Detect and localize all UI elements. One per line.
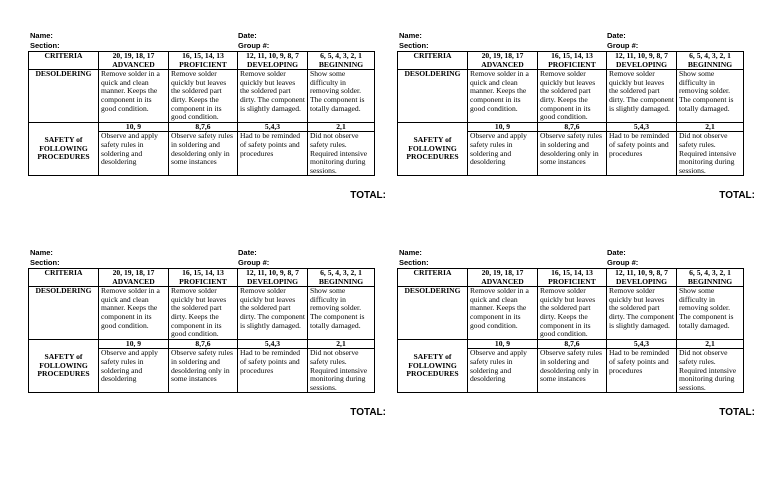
name-label: Name: <box>399 31 422 40</box>
safety-points-row <box>398 339 744 349</box>
safety-points-beginning: 2,1 <box>677 122 744 132</box>
desoldering-proficient: Remove solder quickly but leaves the soldered part dirty. Keeps the component in its good condition. <box>538 70 607 123</box>
desoldering-advanced: Remove solder in a quick and clean manner. Keeps the component in its good condition. <box>468 70 538 123</box>
level-name: BEGINNING <box>687 276 733 286</box>
group-label: Group #: <box>238 258 270 267</box>
total-label: TOTAL: <box>719 407 755 418</box>
safety-developing: Had to be reminded of safety points and procedures <box>607 349 677 393</box>
total-label: TOTAL: <box>719 190 755 201</box>
safety-beginning: Did not observe safety rules. Required intensive monitoring during sessions. <box>677 349 744 393</box>
level-score: 12, 11, 10, 9, 8, 7 <box>246 51 299 60</box>
level-name: PROFICIENT <box>548 59 596 69</box>
date-label: Date: <box>238 31 257 40</box>
level-advanced <box>468 52 538 70</box>
level-score: 20, 19, 18, 17 <box>112 51 155 60</box>
desoldering-beginning: Show some difficulty in removing solder. The component is totally damaged. <box>677 70 744 123</box>
level-score: 20, 19, 18, 17 <box>481 268 524 277</box>
safety-advanced: Observe and apply safety rules in soldering and desoldering <box>99 132 169 176</box>
rubric-card <box>397 31 755 201</box>
rubric-card <box>28 31 386 201</box>
level-score: 12, 11, 10, 9, 8, 7 <box>615 268 668 277</box>
level-score: 12, 11, 10, 9, 8, 7 <box>615 51 668 60</box>
safety-points-advanced: 10, 9 <box>468 122 538 132</box>
level-score: 16, 15, 14, 13 <box>551 51 593 60</box>
safety-proficient: Observe safety rules in soldering and desoldering only in some instances <box>538 349 607 393</box>
level-name: DEVELOPING <box>615 276 668 286</box>
level-advanced <box>99 269 169 287</box>
name-label: Name: <box>30 31 53 40</box>
desoldering-advanced: Remove solder in a quick and clean manner. Keeps the component in its good condition. <box>99 287 169 340</box>
desoldering-row <box>29 287 375 340</box>
group-label: Group #: <box>607 41 639 50</box>
safety-points-advanced: 10, 9 <box>468 339 538 349</box>
desoldering-developing: Remove solder quickly but leaves the soldered part dirty. The component is slightly damaged. <box>238 287 308 340</box>
desoldering-developing: Remove solder quickly but leaves the soldered part dirty. The component is slightly damaged. <box>607 287 677 340</box>
safety-points-developing: 5,4,3 <box>607 339 677 349</box>
rubric-table <box>28 51 375 176</box>
desoldering-row <box>398 287 744 340</box>
desoldering-developing: Remove solder quickly but leaves the soldered part dirty. The component is slightly damaged. <box>607 70 677 123</box>
level-name: PROFICIENT <box>179 276 227 286</box>
desoldering-advanced: Remove solder in a quick and clean manner. Keeps the component in its good condition. <box>99 70 169 123</box>
safety-points-beginning: 2,1 <box>308 122 375 132</box>
level-name: DEVELOPING <box>246 276 299 286</box>
section-label: Section: <box>399 41 429 50</box>
safety-criterion: SAFETY of FOLLOWING PROCEDURES <box>398 122 468 176</box>
level-name: ADVANCED <box>481 59 524 69</box>
level-score: 16, 15, 14, 13 <box>551 268 593 277</box>
safety-points-advanced: 10, 9 <box>99 339 169 349</box>
student-info-header <box>28 31 386 51</box>
desoldering-beginning: Show some difficulty in removing solder. The component is totally damaged. <box>677 287 744 340</box>
safety-points-developing: 5,4,3 <box>238 122 308 132</box>
safety-points-proficient: 8,7,6 <box>169 339 238 349</box>
desoldering-criterion: DESOLDERING <box>398 70 468 123</box>
safety-developing: Had to be reminded of safety points and procedures <box>238 349 308 393</box>
safety-developing: Had to be reminded of safety points and procedures <box>238 132 308 176</box>
level-developing <box>238 269 308 287</box>
level-developing <box>238 52 308 70</box>
safety-proficient: Observe safety rules in soldering and desoldering only in some instances <box>538 132 607 176</box>
level-advanced <box>468 269 538 287</box>
level-name: BEGINNING <box>687 59 733 69</box>
safety-beginning: Did not observe safety rules. Required intensive monitoring during sessions. <box>308 132 375 176</box>
safety-advanced: Observe and apply safety rules in soldering and desoldering <box>468 349 538 393</box>
date-label: Date: <box>238 248 257 257</box>
rubric-table <box>397 268 744 393</box>
desoldering-advanced: Remove solder in a quick and clean manner. Keeps the component in its good condition. <box>468 287 538 340</box>
safety-points-row <box>29 122 375 132</box>
section-label: Section: <box>399 258 429 267</box>
safety-advanced: Observe and apply safety rules in soldering and desoldering <box>468 132 538 176</box>
level-proficient <box>538 269 607 287</box>
safety-criterion: SAFETY of FOLLOWING PROCEDURES <box>29 122 99 176</box>
safety-points-row <box>398 122 744 132</box>
student-info-header <box>28 248 386 268</box>
level-score: 12, 11, 10, 9, 8, 7 <box>246 268 299 277</box>
rubric-header-row <box>29 269 375 287</box>
level-score: 20, 19, 18, 17 <box>481 51 524 60</box>
safety-points-proficient: 8,7,6 <box>538 122 607 132</box>
safety-advanced: Observe and apply safety rules in soldering and desoldering <box>99 349 169 393</box>
rubric-header-row <box>29 52 375 70</box>
group-label: Group #: <box>238 41 270 50</box>
rubric-table <box>397 51 744 176</box>
name-label: Name: <box>399 248 422 257</box>
safety-points-beginning: 2,1 <box>677 339 744 349</box>
level-proficient <box>169 269 238 287</box>
level-name: ADVANCED <box>481 276 524 286</box>
criteria-header: CRITERIA <box>29 269 99 287</box>
safety-points-proficient: 8,7,6 <box>538 339 607 349</box>
level-beginning <box>308 52 375 70</box>
level-name: ADVANCED <box>112 59 155 69</box>
safety-proficient: Observe safety rules in soldering and desoldering only in some instances <box>169 349 238 393</box>
desoldering-row <box>398 70 744 123</box>
level-name: ADVANCED <box>112 276 155 286</box>
date-label: Date: <box>607 31 626 40</box>
safety-developing: Had to be reminded of safety points and procedures <box>607 132 677 176</box>
level-beginning <box>677 269 744 287</box>
level-score: 20, 19, 18, 17 <box>112 268 155 277</box>
safety-points-advanced: 10, 9 <box>99 122 169 132</box>
level-beginning <box>308 269 375 287</box>
safety-points-beginning: 2,1 <box>308 339 375 349</box>
level-score: 6, 5, 4, 3, 2, 1 <box>689 268 731 277</box>
level-proficient <box>169 52 238 70</box>
name-label: Name: <box>30 248 53 257</box>
criteria-header: CRITERIA <box>398 52 468 70</box>
level-beginning <box>677 52 744 70</box>
desoldering-proficient: Remove solder quickly but leaves the soldered part dirty. Keeps the component in its good condition. <box>538 287 607 340</box>
level-score: 16, 15, 14, 13 <box>182 51 224 60</box>
group-label: Group #: <box>607 258 639 267</box>
rubric-table <box>28 268 375 393</box>
safety-criterion: SAFETY of FOLLOWING PROCEDURES <box>398 339 468 393</box>
section-label: Section: <box>30 41 60 50</box>
level-developing <box>607 52 677 70</box>
student-info-header <box>397 31 755 51</box>
rubric-header-row <box>398 52 744 70</box>
safety-points-row <box>29 339 375 349</box>
safety-beginning: Did not observe safety rules. Required intensive monitoring during sessions. <box>677 132 744 176</box>
level-name: DEVELOPING <box>615 59 668 69</box>
safety-criterion: SAFETY of FOLLOWING PROCEDURES <box>29 339 99 393</box>
safety-beginning: Did not observe safety rules. Required intensive monitoring during sessions. <box>308 349 375 393</box>
level-developing <box>607 269 677 287</box>
level-name: BEGINNING <box>318 59 364 69</box>
desoldering-row <box>29 70 375 123</box>
total-label: TOTAL: <box>350 190 386 201</box>
total-label: TOTAL: <box>350 407 386 418</box>
rubric-header-row <box>398 269 744 287</box>
criteria-header: CRITERIA <box>29 52 99 70</box>
rubric-card <box>28 248 386 418</box>
desoldering-proficient: Remove solder quickly but leaves the soldered part dirty. Keeps the component in its good condition. <box>169 70 238 123</box>
desoldering-beginning: Show some difficulty in removing solder. The component is totally damaged. <box>308 287 375 340</box>
safety-points-developing: 5,4,3 <box>607 122 677 132</box>
level-score: 6, 5, 4, 3, 2, 1 <box>689 51 731 60</box>
rubric-card <box>397 248 755 418</box>
desoldering-criterion: DESOLDERING <box>29 287 99 340</box>
section-label: Section: <box>30 258 60 267</box>
level-advanced <box>99 52 169 70</box>
date-label: Date: <box>607 248 626 257</box>
safety-points-proficient: 8,7,6 <box>169 122 238 132</box>
safety-points-developing: 5,4,3 <box>238 339 308 349</box>
level-name: BEGINNING <box>318 276 364 286</box>
desoldering-beginning: Show some difficulty in removing solder. The component is totally damaged. <box>308 70 375 123</box>
level-score: 6, 5, 4, 3, 2, 1 <box>320 268 362 277</box>
safety-proficient: Observe safety rules in soldering and desoldering only in some instances <box>169 132 238 176</box>
level-name: PROFICIENT <box>179 59 227 69</box>
desoldering-criterion: DESOLDERING <box>398 287 468 340</box>
level-name: DEVELOPING <box>246 59 299 69</box>
level-proficient <box>538 52 607 70</box>
level-name: PROFICIENT <box>548 276 596 286</box>
level-score: 6, 5, 4, 3, 2, 1 <box>320 51 362 60</box>
desoldering-proficient: Remove solder quickly but leaves the soldered part dirty. Keeps the component in its good condition. <box>169 287 238 340</box>
desoldering-developing: Remove solder quickly but leaves the soldered part dirty. The component is slightly damaged. <box>238 70 308 123</box>
desoldering-criterion: DESOLDERING <box>29 70 99 123</box>
student-info-header <box>397 248 755 268</box>
level-score: 16, 15, 14, 13 <box>182 268 224 277</box>
criteria-header: CRITERIA <box>398 269 468 287</box>
